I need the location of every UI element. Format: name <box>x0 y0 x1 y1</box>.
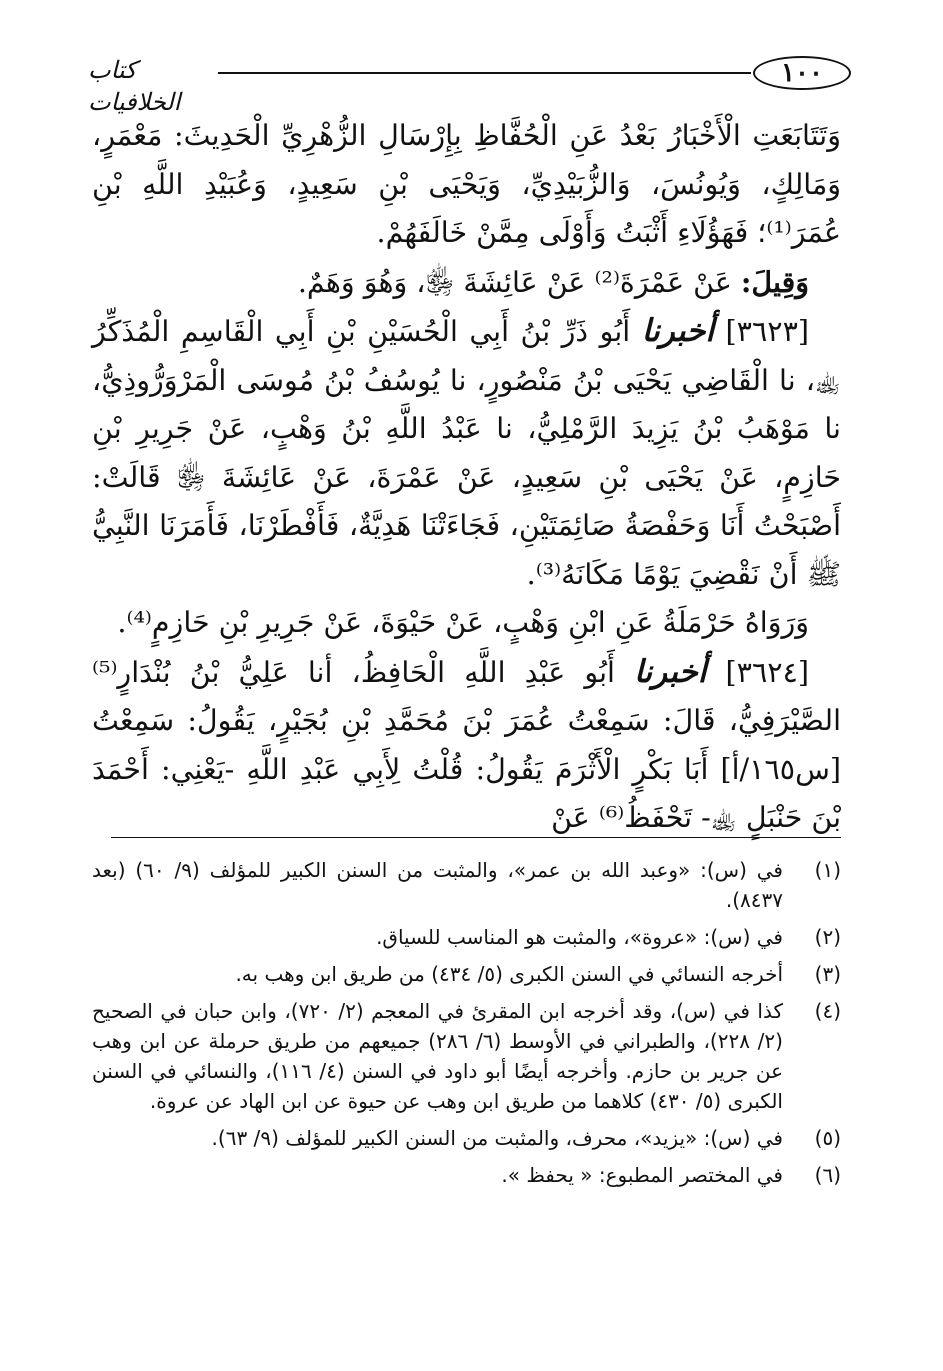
paragraph: وَرَوَاهُ حَرْمَلَةُ عَنِ ابْنِ وَهْبٍ، عَنْ حَيْوَةَ، عَنْ جَرِيرِ بْنِ حَازِمٍ⁽⁴⁾. <box>117 606 809 639</box>
footnote <box>92 855 841 915</box>
footnote-number: (٥) <box>814 1126 841 1150</box>
page-number: ١٠٠ <box>753 56 851 90</box>
footnote-number: (٤) <box>814 999 841 1023</box>
footnote-separator <box>111 837 841 838</box>
footnote-text: في (س): «وعبد الله بن عمر»، والمثبت من السنن الكبير للمؤلف (٩/ ٦٠) (بعد ٨٤٣٧). <box>92 858 783 912</box>
hadith-number: [٣٦٢٤] <box>725 655 809 689</box>
footnote-number: (٢) <box>814 925 841 949</box>
main-text <box>92 112 841 832</box>
hadith-number: [٣٦٢٣] <box>725 315 809 348</box>
running-title: كتاب الخلافيات <box>88 56 181 116</box>
footnote-number: (١) <box>814 858 841 882</box>
akhbarana-marker: أخبرنا <box>641 313 714 349</box>
footnote <box>92 1123 841 1153</box>
footnote <box>92 1160 841 1190</box>
footnote-number: (٣) <box>814 962 841 986</box>
header-rule <box>218 72 751 74</box>
hadith-text: أَبُو عَبْدِ اللَّهِ الْحَافِظُ، أنا عَلِيُّ بْنُ بُنْدَارٍ⁽⁵⁾ الصَّيْرَفِيُّ، قَالَ: سَمِعْتُ عُمَرَ بْنَ مُحَمَّدِ بْنِ بُجَيْرٍ، يَقُولُ: سَمِعْتُ [س١٦٥/أ] أَبَا بَكْرٍ الْأَثْرَمَ يَقُولُ: قُلْتُ لِأَبِي عَبْدِ اللَّهِ -يَعْنِي: أَحْمَدَ بْنَ حَنْبَلٍ ﵀- تَحْفَظُ⁽⁶⁾ عَنْ <box>92 655 841 834</box>
footnote <box>92 996 841 1116</box>
paragraph-text: عَنْ عَمْرَةَ⁽²⁾ عَنْ عَائِشَةَ ﵂، وَهُوَ وَهَمٌ. <box>297 265 732 299</box>
qila-lead: وَقِيلَ: <box>740 264 809 299</box>
hadith-3623 <box>92 307 841 599</box>
footnote-number: (٦) <box>814 1163 841 1187</box>
footnote <box>92 959 841 989</box>
footnotes <box>92 855 841 1275</box>
footnote-text: في المختصر المطبوع: « يحفظ ». <box>501 1163 783 1187</box>
page-header <box>88 52 843 116</box>
footnote-text: في (س): «يزيد»، محرف، والمثبت من السنن الكبير للمؤلف (٩/ ٦٣). <box>211 1126 783 1150</box>
hadith-3624 <box>92 648 841 843</box>
footnote <box>92 922 841 952</box>
footnote-text: كذا في (س)، وقد أخرجه ابن المقرئ في المعجم (٢/ ٧٢٠)، وابن حبان في الصحيح (٢/ ٢٢٨)، والطبراني في الأوسط (٦/ ٢٨٦) جميعهم من طريق حرملة عن ابن وهب عن جرير بن حازم. وأخرجه أيضًا أبو داود في السنن (٤/ ١١٦)، والنسائي في السنن الكبرى (٥/ ٤٣٠) كلاهما من طريق ابن وهب عن حيوة عن ابن الهاد عن عروة. <box>92 999 783 1113</box>
hadith-text: أَبُو ذَرِّ بْنُ أَبِي الْحُسَيْنِ بْنِ أَبِي الْقَاسِمِ الْمُذَكِّرُ ﵀، نا الْقَاضِي يَحْيَى بْنُ مَنْصُورٍ، نا يُوسُفُ بْنُ مُوسَى الْمَرْوَرُّوذِيُّ، نا مَوْهَبُ بْنُ يَزِيدَ الرَّمْلِيُّ، نا عَبْدُ اللَّهِ بْنُ وَهْبٍ، عَنْ جَرِيرِ بْنِ حَازِمٍ، عَنْ يَحْيَى بْنِ سَعِيدٍ، عَنْ عَمْرَةَ، عَنْ عَائِشَةَ ﵂ قَالَتْ: أَصْبَحْتُ أَنَا وَحَفْصَةُ صَائِمَتَيْنِ، فَجَاءَتْنَا هَدِيَّةٌ، فَأَفْطَرْنَا، فَأَمَرَنَا النَّبِيُّ ﷺ أَنْ نَقْضِيَ يَوْمًا مَكَانَهُ⁽³⁾. <box>92 315 841 591</box>
footnote-text: في (س): «عروة»، والمثبت هو المناسب للسياق. <box>376 925 783 949</box>
footnote-text: أخرجه النسائي في السنن الكبرى (٥/ ٤٣٤) من طريق ابن وهب به. <box>235 962 783 986</box>
paragraph <box>92 258 841 308</box>
paragraph: وَتَتَابَعَتِ الْأَخْبَارُ بَعْدُ عَنِ الْحُفَّاظِ بِإِرْسَالِ الزُّهْرِيِّ الْحَدِيثَ: مَعْمَرٍ، وَمَالِكٍ، وَيُونُسَ، وَالزُّبَيْدِيِّ، وَيَحْيَى بْنِ سَعِيدٍ، وَعُبَيْدِ اللَّهِ بْنِ عُمَرَ⁽¹⁾؛ فَهَؤُلَاءِ أَثْبَتُ وَأَوْلَى مِمَّنْ خَالَفَهُمْ. <box>92 119 841 249</box>
akhbarana-marker: أخبرنا <box>634 653 707 690</box>
